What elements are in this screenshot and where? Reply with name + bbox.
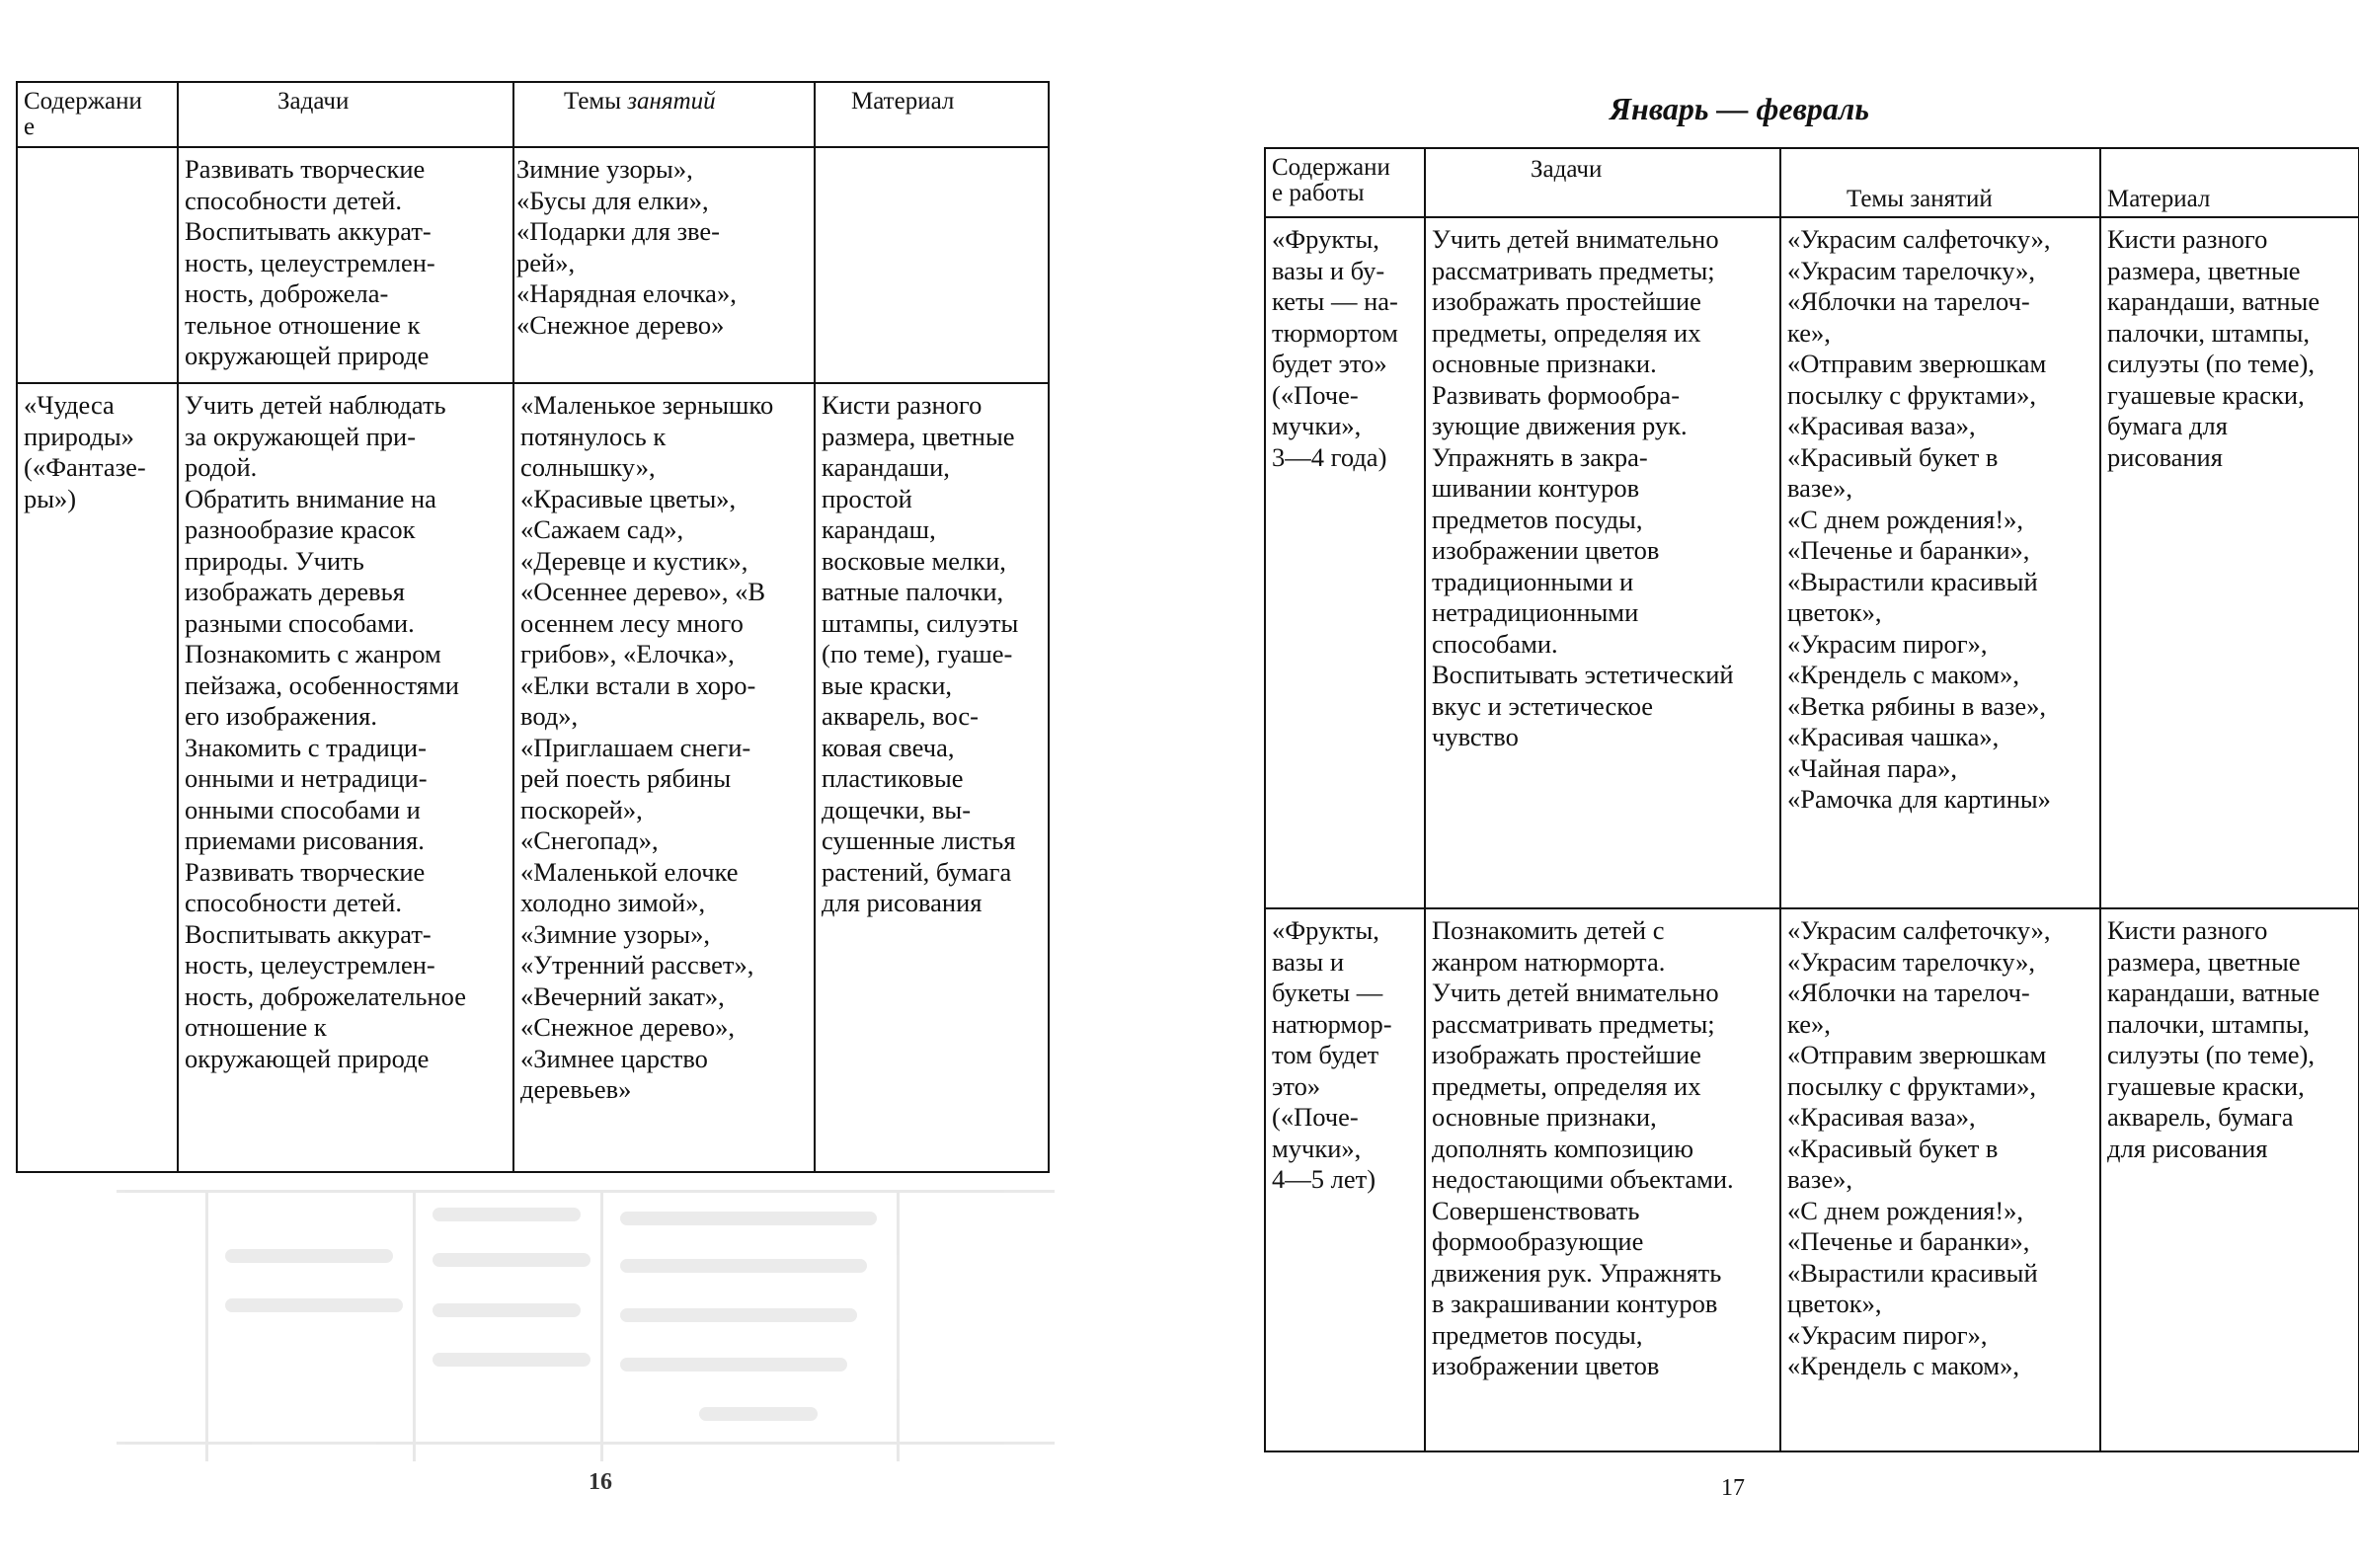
bleed-through-shadow bbox=[117, 1190, 1055, 1461]
table-row bbox=[17, 383, 1049, 1172]
cell-content: «Фрукты, вазы и бу- кеты — на- тюрмортом будет это» («Поче- мучки», 3—4 года) bbox=[1265, 217, 1425, 908]
header-content: Содержани е bbox=[17, 82, 178, 147]
table-row bbox=[17, 147, 1049, 383]
right-lesson-table bbox=[1264, 147, 2359, 1452]
table-header-row bbox=[1265, 148, 2359, 217]
cell-content bbox=[17, 147, 178, 383]
table-header-row bbox=[17, 82, 1049, 147]
cell-topics: «Украсим салфеточку», «Украсим тарелочку», «Яблочки на тарелоч- ке», «Отправим зверюшкам посылку с фруктами», «Красивая ваза», «Красивый букет в вазе», «С днем рождения!», «Печенье и баранки», «Вырастили красивый цветок», «Украсим пирог», «Крендель с маком», bbox=[1780, 908, 2100, 1451]
table-row bbox=[1265, 908, 2359, 1451]
header-topics-italic: занятий bbox=[627, 88, 716, 115]
header-tasks: Задачи bbox=[178, 82, 513, 147]
cell-materials: Кисти разного размера, цветные карандаши, ватные палочки, штампы, силуэты (по теме), гуашевые краски, акварель, бумага для рисования bbox=[2100, 908, 2359, 1451]
header-content: Содержани е работы bbox=[1265, 148, 1425, 217]
header-materials: Материал bbox=[815, 82, 1049, 147]
left-lesson-table bbox=[16, 81, 1050, 1173]
table-row bbox=[1265, 217, 2359, 908]
cell-tasks: Развивать творческие способности детей. Воспитывать аккурат- ность, целеустремлен- ность, доброжела- тельное отношение к окружающей природе bbox=[178, 147, 513, 383]
cell-materials bbox=[815, 147, 1049, 383]
header-topics: Темы занятий bbox=[1780, 148, 2100, 217]
cell-tasks: Познакомить детей с жанром натюрморта. Учить детей внимательно рассматривать предметы; изображать простейшие предметы, определяя их основные признаки, дополнять композицию недостающими объектами. Совершенствовать формообразующие движения рук. Упражнять в закрашивании контуров предметов посуды, изображении цветов bbox=[1425, 908, 1780, 1451]
cell-materials: Кисти разного размера, цветные карандаши, ватные палочки, штампы, силуэты (по теме), гуашевые краски, бумага для рисования bbox=[2100, 217, 2359, 908]
cell-tasks: Учить детей внимательно рассматривать предметы; изображать простейшие предметы, определяя их основные признаки. Развивать формообра- зующие движения рук. Упражнять в закра- шивании контуров предметов посуды, изображении цветов традиционными и нетрадиционными способами. Воспитывать эстетический вкус и эстетическое чувство bbox=[1425, 217, 1780, 908]
page-number: 17 bbox=[1721, 1475, 1745, 1501]
cell-topics: «Маленькое зернышко потянулось к солнышку», «Красивые цветы», «Сажаем сад», «Деревце и кустик», «Осеннее дерево», «В осеннем лесу много грибов», «Елочка», «Елки встали в хоро- вод», «Приглашаем снеги- рей поесть рябины поскорей», «Снегопад», «Маленькой елочке холодно зимой», «Зимние узоры», «Утренний рассвет», «Вечерний закат», «Снежное дерево», «Зимнее царство деревьев» bbox=[513, 383, 815, 1172]
header-topics-plain: Темы bbox=[564, 88, 628, 115]
header-materials: Материал bbox=[2100, 148, 2359, 217]
cell-materials: Кисти разного размера, цветные карандаши, простой карандаш, восковые мелки, ватные палочки, штампы, силуэты (по теме), гуаше- вые краски, акварель, вос- ковая свеча, пластиковые дощечки, вы- сушенные листья растений, бумага для рисования bbox=[815, 383, 1049, 1172]
header-tasks: Задачи bbox=[1425, 148, 1780, 217]
header-topics bbox=[513, 82, 815, 147]
cell-topics: Зимние узоры», «Бусы для елки», «Подарки для зве- рей», «Нарядная елочка», «Снежное дерево» bbox=[513, 147, 815, 383]
page-title: Январь — февраль bbox=[1610, 91, 1869, 126]
cell-content: «Чудеса природы» («Фантазе- ры») bbox=[17, 383, 178, 1172]
left-page bbox=[0, 0, 1106, 1568]
cell-content: «Фрукты, вазы и букеты — натюрмор- том будет это» («Поче- мучки», 4—5 лет) bbox=[1265, 908, 1425, 1451]
cell-topics: «Украсим салфеточку», «Украсим тарелочку», «Яблочки на тарелоч- ке», «Отправим зверюшкам посылку с фруктами», «Красивая ваза», «Красивый букет в вазе», «С днем рождения!», «Печенье и баранки», «Вырастили красивый цветок», «Украсим пирог», «Крендель с маком», «Ветка рябины в вазе», «Красивая чашка», «Чайная пара», «Рамочка для картины» bbox=[1780, 217, 2100, 908]
page-number: 16 bbox=[589, 1469, 612, 1495]
cell-tasks: Учить детей наблюдать за окружающей при- родой. Обратить внимание на разнообразие красок природы. Учить изображать деревья разными способами. Познакомить с жанром пейзажа, особенностями его изображения. Знакомить с традици- онными и нетрадици- онными способами и приемами рисования. Развивать творческие способности детей. Воспитывать аккурат- ность, целеустремлен- ность, доброжелательное отношение к окружающей природе bbox=[178, 383, 513, 1172]
